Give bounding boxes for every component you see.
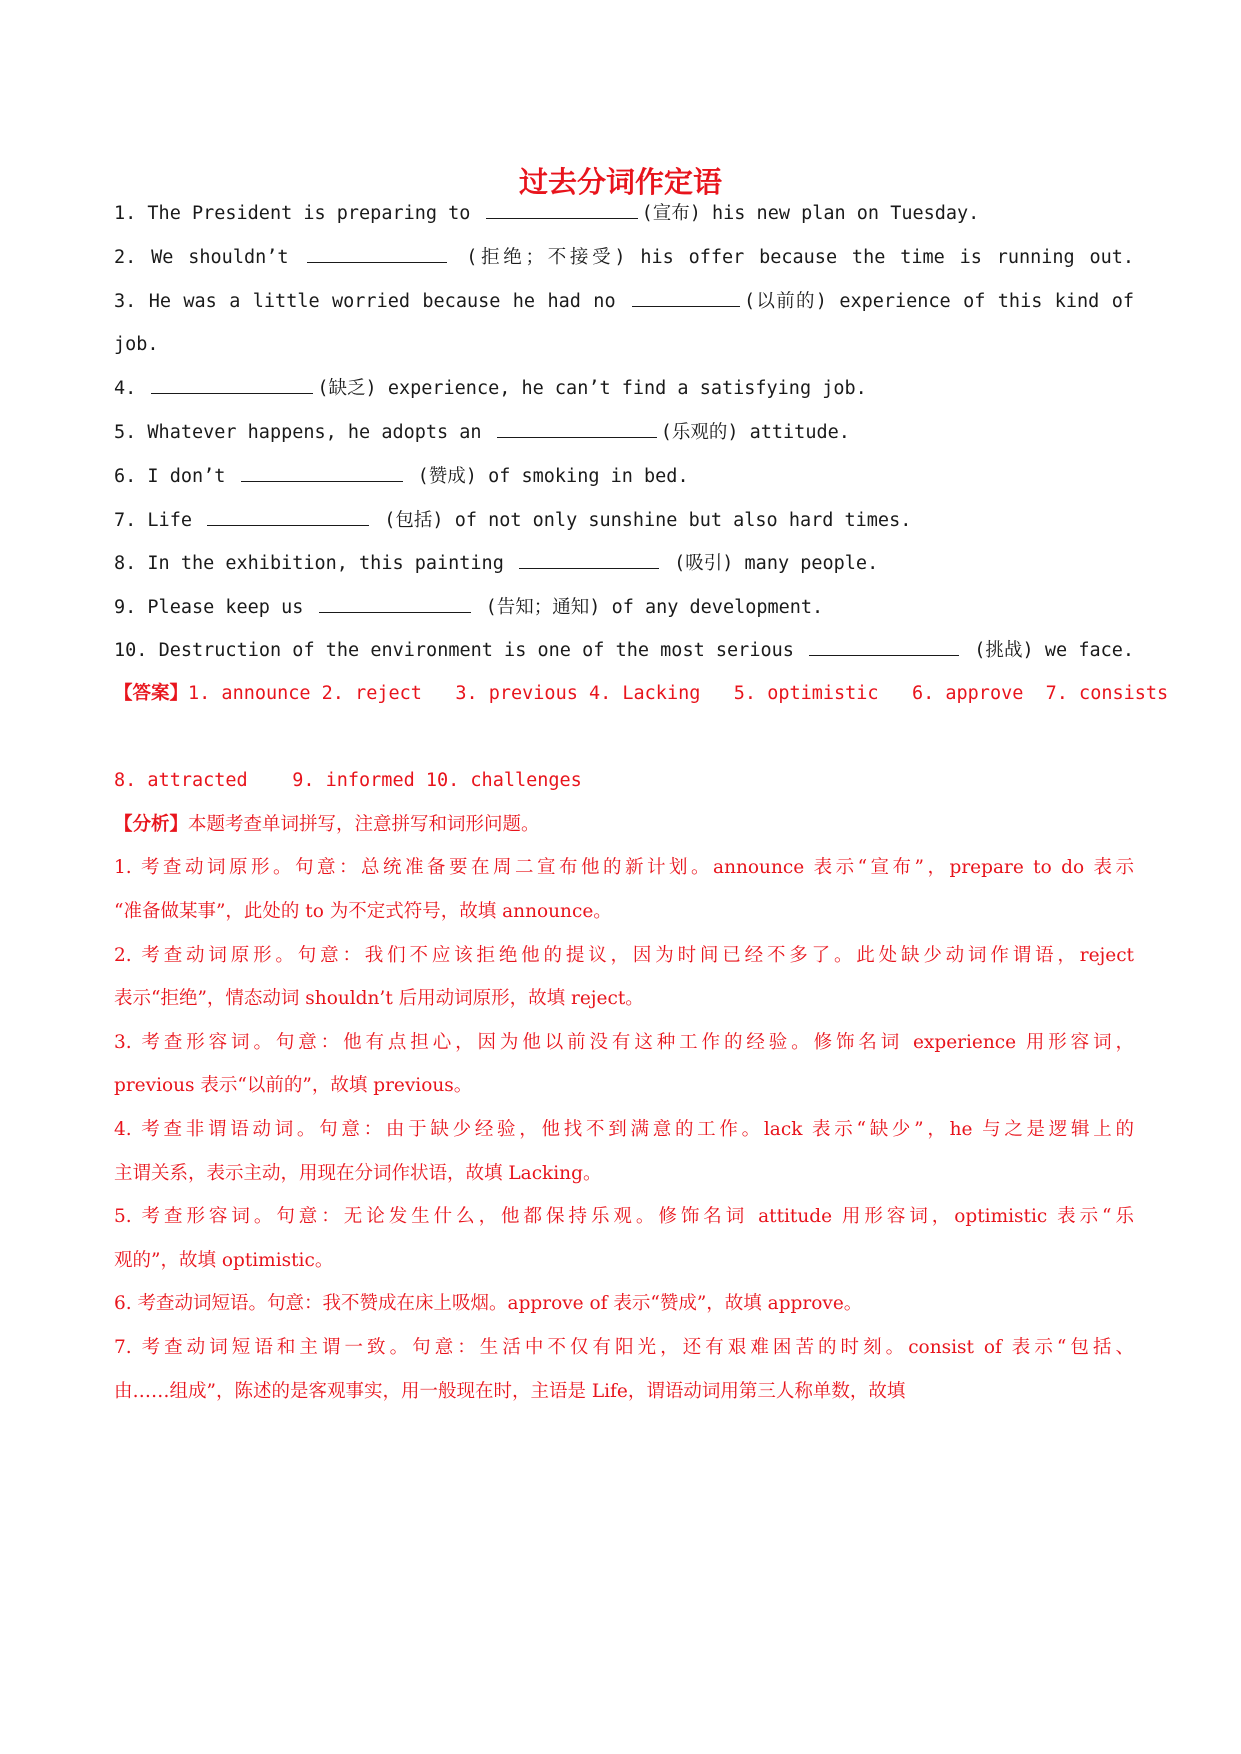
answer-blank[interactable]	[307, 242, 447, 263]
question-3-continuation: job.	[114, 334, 159, 355]
question-hint: (包括)	[384, 510, 444, 531]
question-hint: (缺乏)	[317, 378, 377, 399]
analysis-line: previous 表示“以前的”，故填 previous。	[114, 1075, 473, 1096]
answer-blank[interactable]	[319, 592, 471, 613]
question-9	[114, 592, 1134, 623]
analysis-label: 【分析】	[114, 814, 189, 835]
question-text: In the exhibition, this painting	[147, 553, 504, 574]
question-5	[114, 417, 1134, 448]
question-text: his offer because the time is running out.	[640, 247, 1135, 268]
answer-blank[interactable]	[497, 417, 657, 438]
answer-blank[interactable]	[519, 548, 659, 569]
question-number: 5.	[114, 422, 137, 443]
question-text: his new plan on Tuesday.	[712, 203, 980, 224]
question-hint: (拒绝；不接受)	[466, 247, 626, 268]
question-number: 2.	[114, 247, 137, 268]
question-hint: (乐观的)	[660, 422, 739, 443]
answer-key-label: 【答案】	[114, 683, 189, 704]
question-10	[114, 635, 1134, 666]
answer-key-line-1	[114, 679, 1169, 709]
question-7	[114, 505, 1134, 536]
question-text: we face.	[1044, 640, 1135, 661]
question-number: 3.	[114, 291, 137, 312]
analysis-line: 主谓关系，表示主动，用现在分词作状语，故填 Lacking。	[114, 1163, 602, 1184]
question-text: attitude.	[749, 422, 850, 443]
answer-blank[interactable]	[809, 635, 959, 656]
answer-key-text: 1. announce 2. reject 3. previous 4. Lacking 5. optimistic 6. approve 7. consists	[188, 683, 1169, 704]
question-hint: (挑战)	[974, 640, 1034, 661]
question-text: of smoking in bed.	[488, 466, 689, 487]
question-2	[114, 242, 1134, 273]
question-number: 9.	[114, 597, 137, 618]
question-number: 6.	[114, 466, 137, 487]
analysis-line: 4. 考查非谓语动词。句意：由于缺少经验，他找不到满意的工作。lack 表示“缺少”，he 与之是逻辑上的	[114, 1119, 1134, 1140]
analysis-line: 6. 考查动词短语。句意：我不赞成在床上吸烟。approve of 表示“赞成”，故填 approve。	[114, 1293, 863, 1314]
analysis-line: 1. 考查动词原形。句意：总统准备要在周二宣布他的新计划。announce 表示“宣布”，prepare to do 表示	[114, 857, 1134, 878]
page-title: 过去分词作定语	[518, 165, 722, 199]
question-text: We shouldn’t	[151, 247, 289, 268]
analysis-line: 3. 考查形容词。句意：他有点担心，因为他以前没有这种工作的经验。修饰名词 experience 用形容词，	[114, 1032, 1134, 1053]
question-number: 7.	[114, 510, 137, 531]
question-text: of any development.	[611, 597, 824, 618]
question-3	[114, 286, 1134, 317]
question-hint: (吸引)	[674, 553, 734, 574]
question-4	[114, 373, 1134, 404]
analysis-line: 由……组成”，陈述的是客观事实，用一般现在时，主语是 Life，谓语动词用第三人称单数，故填	[114, 1381, 906, 1402]
question-text: He was a little worried because he had no	[148, 291, 616, 312]
question-number: 1.	[114, 203, 137, 224]
question-hint: (宣布)	[641, 203, 701, 224]
analysis-line: 表示“拒绝”，情态动词 shouldn’t 后用动词原形，故填 reject。	[114, 988, 644, 1009]
analysis-line: 7. 考查动词短语和主谓一致。句意：生活中不仅有阳光，还有艰难困苦的时刻。consist of 表示“包括、	[114, 1337, 1134, 1358]
analysis-line: 2. 考查动词原形。句意：我们不应该拒绝他的提议，因为时间已经不多了。此处缺少动词作谓语，reject	[114, 945, 1134, 966]
question-hint: (告知；通知)	[485, 597, 601, 618]
question-text: Life	[147, 510, 192, 531]
question-number: 8.	[114, 553, 137, 574]
answer-blank[interactable]	[151, 373, 313, 394]
question-1	[114, 198, 1134, 229]
question-hint: (以前的)	[744, 291, 827, 312]
question-6	[114, 461, 1134, 492]
question-text: many people.	[744, 553, 879, 574]
question-text: The President is preparing to	[147, 203, 471, 224]
analysis-line: 观的”，故填 optimistic。	[114, 1250, 334, 1271]
question-number: 10.	[114, 640, 148, 661]
answer-key-line-2: 8. attracted 9. informed 10. challenges	[114, 770, 582, 791]
question-text: Please keep us	[147, 597, 304, 618]
answer-blank[interactable]	[632, 286, 740, 307]
analysis-line: “准备做某事”，此处的 to 为不定式符号，故填 announce。	[114, 901, 612, 922]
question-text: of not only sunshine but also hard times.	[454, 510, 912, 531]
question-text: experience, he can’t find a satisfying job.	[387, 378, 867, 399]
question-hint: (赞成)	[417, 466, 477, 487]
answer-blank[interactable]	[241, 461, 403, 482]
question-text: I don’t	[147, 466, 226, 487]
question-number: 4.	[114, 378, 137, 399]
answer-blank[interactable]	[207, 505, 369, 526]
answer-blank[interactable]	[486, 198, 638, 219]
analysis-line: 5. 考查形容词。句意：无论发生什么，他都保持乐观。修饰名词 attitude 用形容词，optimistic 表示“乐	[114, 1206, 1134, 1227]
analysis-header	[114, 810, 1134, 840]
question-text: Destruction of the environment is one of the most serious	[158, 640, 794, 661]
analysis-intro: 本题考查单词拼写，注意拼写和词形问题。	[188, 814, 540, 835]
question-text: Whatever happens, he adopts an	[147, 422, 482, 443]
question-text: experience of this kind of	[839, 291, 1135, 312]
question-8	[114, 548, 1134, 579]
